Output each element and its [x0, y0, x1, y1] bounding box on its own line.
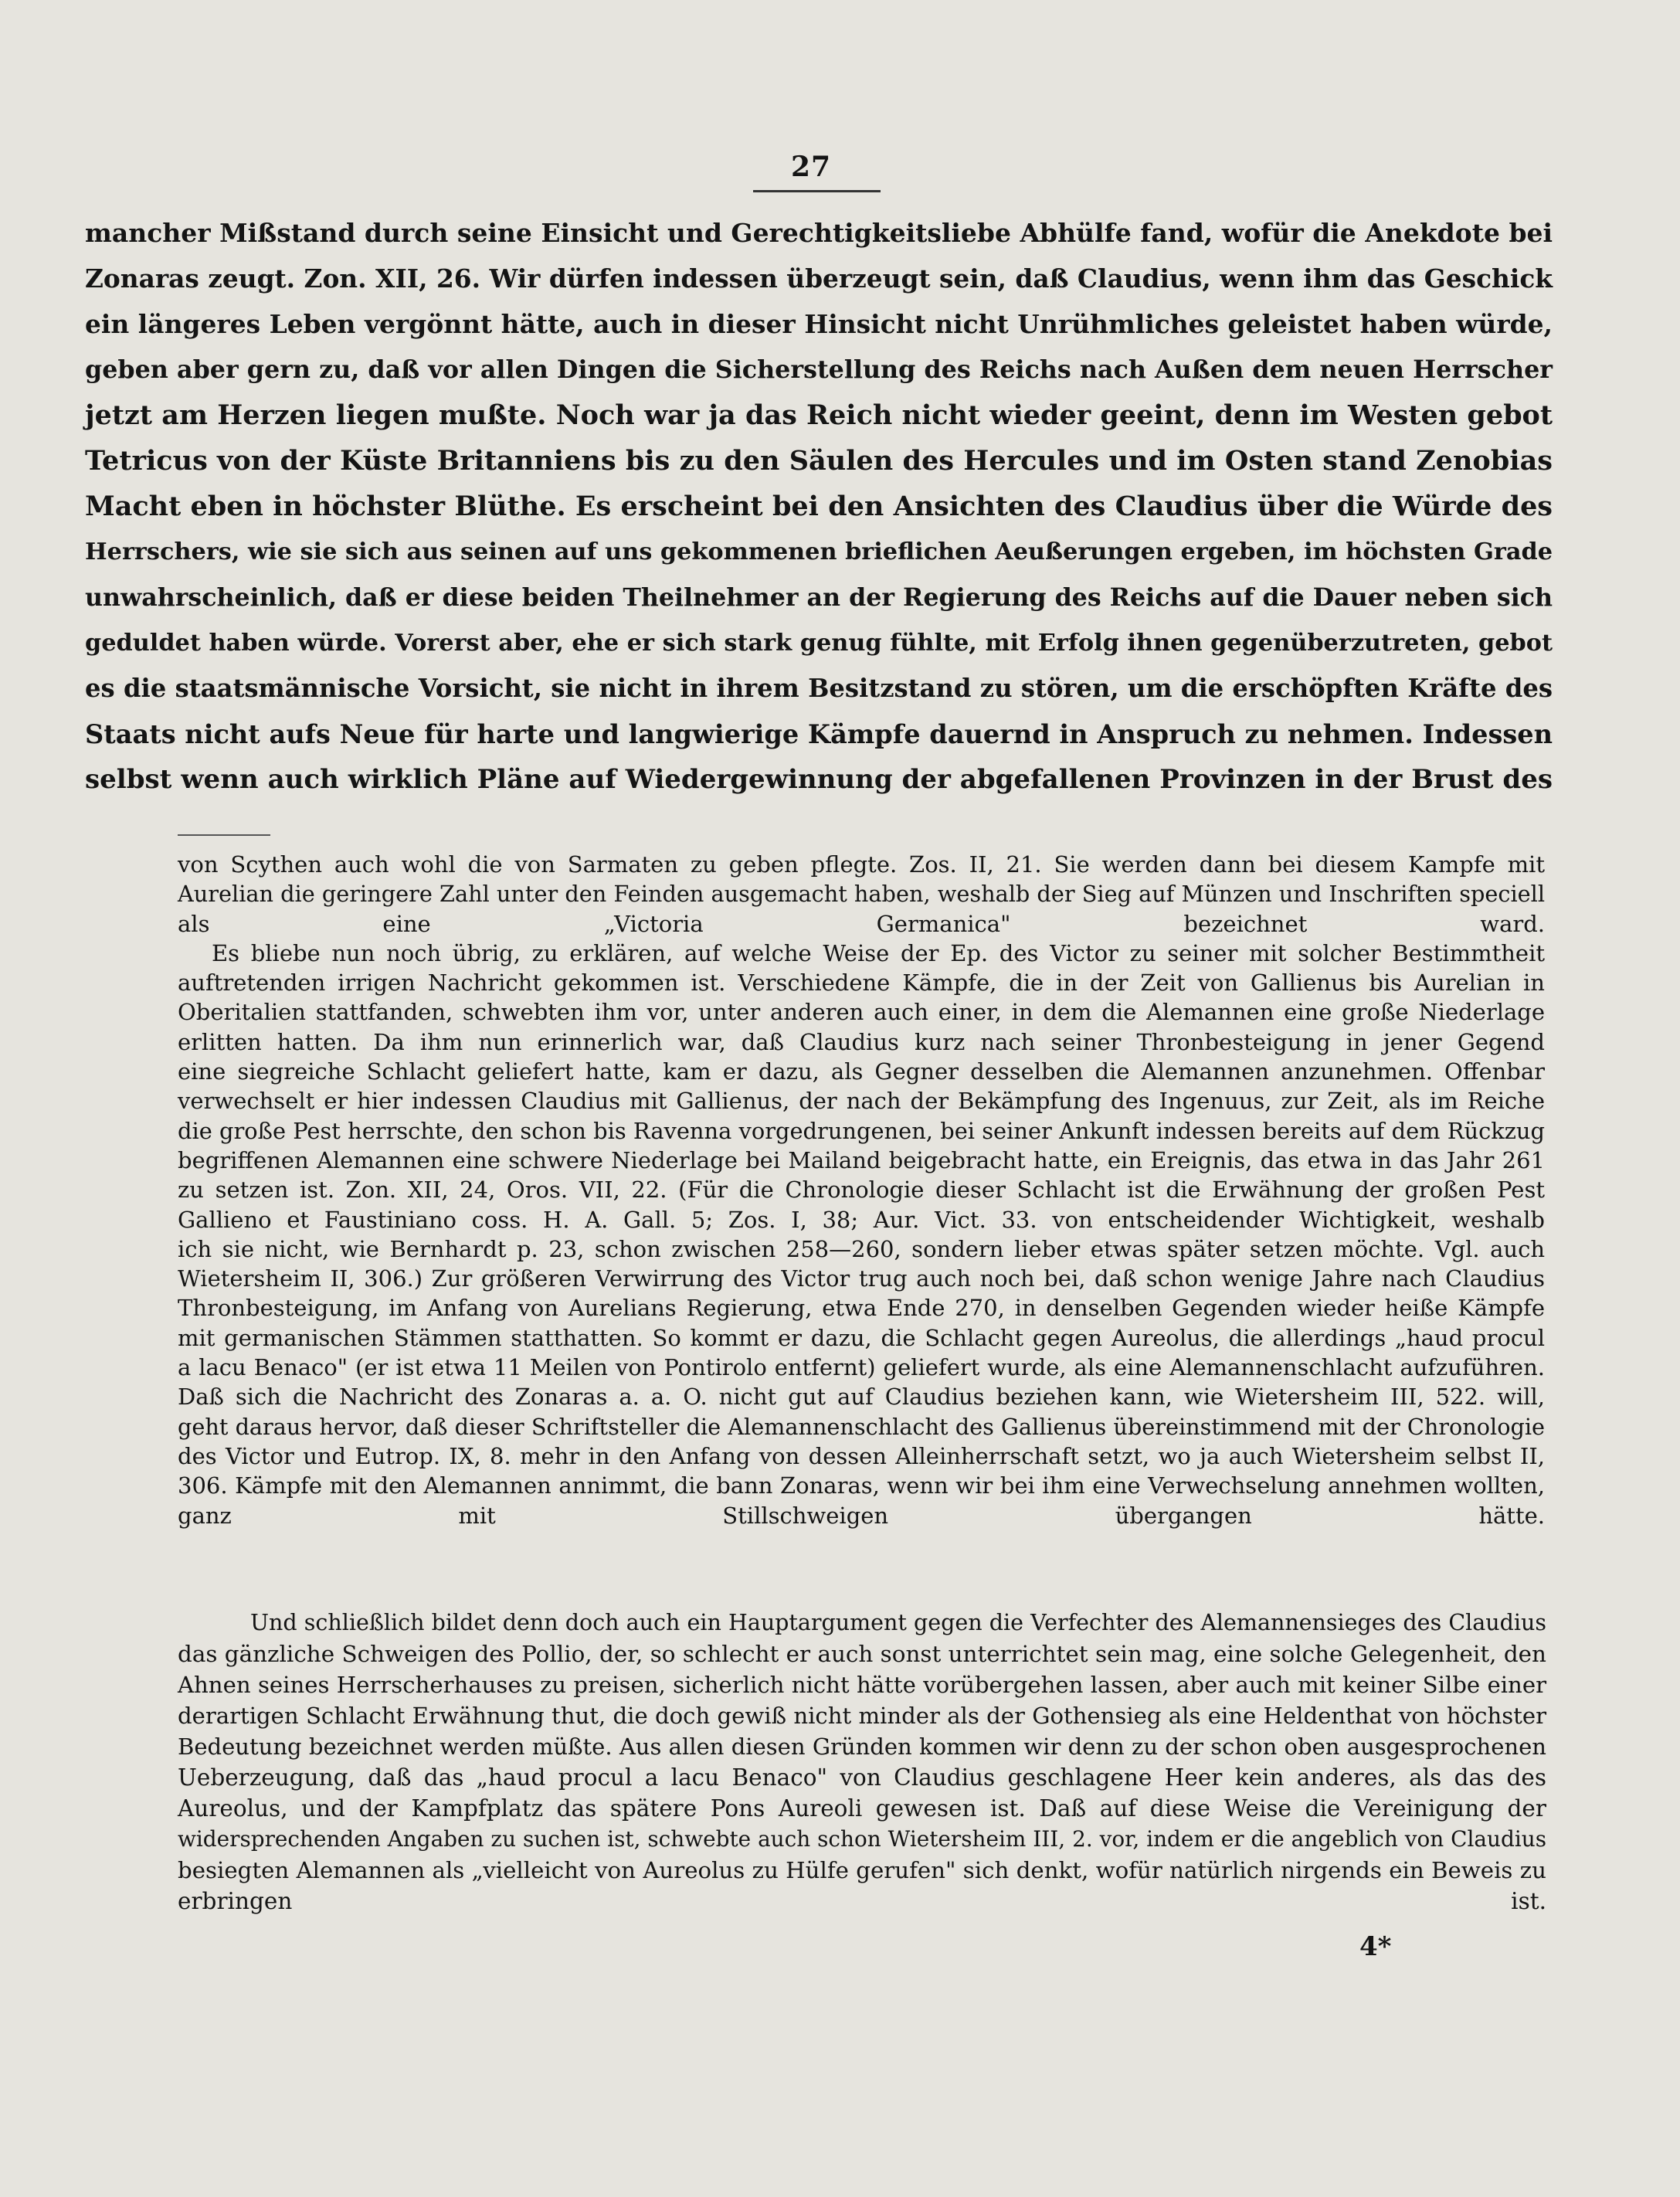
- text-line: Herrschers, wie sie sich aus seinen auf uns gekommenen brieflichen Aeußerungen ergeben, im höchsten Grade: [85, 538, 1553, 565]
- note-line: ganz mit Stillschweigen übergangen hätte.: [178, 1502, 1545, 1529]
- text-line: Zonaras zeugt. Zon. XII, 26. Wir dürfen indessen überzeugt sein, daß Claudius, wenn ihm das Geschick: [85, 263, 1553, 294]
- text-line: selbst wenn auch wirklich Pläne auf Wiedergewinnung der abgefallenen Provinzen in der Brust des: [85, 764, 1553, 795]
- note-line: auftretenden irrigen Nachricht gekommen ist. Verschiedene Kämpfe, die in der Zeit von Gallienus bis Aurelian in: [178, 969, 1545, 997]
- page-number: 27: [791, 151, 832, 183]
- text-line: Ueberzeugung, daß das „haud procul a lacu Benaco" von Claudius geschlagene Heer kein anderes, als das des: [178, 1764, 1546, 1791]
- text-line: besiegten Alemannen als „vielleicht von Aureolus zu Hülfe gerufen" sich denkt, wofür natürlich nirgends ein Beweis zu: [178, 1857, 1546, 1883]
- note-line: 306. Kämpfe mit den Alemannen annimmt, die bann Zonaras, wenn wir bei ihm eine Verwechselung annehmen wollten,: [178, 1472, 1545, 1499]
- note-line: die große Pest herrschte, den schon bis Ravenna vorgedrungenen, bei seiner Ankunft indessen bereits auf dem Rückzug: [178, 1117, 1545, 1144]
- note-line: von Scythen auch wohl die von Sarmaten zu geben pflegte. Zos. II, 21. Sie werden dann bei diesem Kampfe mit: [178, 851, 1545, 878]
- note-line: verwechselt er hier indessen Claudius mit Gallienus, der nach der Bekämpfung des Ingenuus, zur Zeit, als im Reiche: [178, 1088, 1545, 1115]
- note-line: Gallieno et Faustiniano coss. H. A. Gall. 5; Zos. I, 38; Aur. Vict. 33. von entscheidender Wichtigkeit, weshalb: [178, 1206, 1545, 1233]
- note-line: geht daraus hervor, daß dieser Schriftsteller die Alemannenschlacht des Gallienus übereinstimmend mit der Chronologie: [178, 1413, 1545, 1440]
- text-line: derartigen Schlacht Erwähnung thut, die doch gewiß nicht minder als der Gothensieg als eine Heldenthat von höchster: [178, 1703, 1546, 1729]
- text-line: Und schließlich bildet denn doch auch ein Hauptargument gegen die Verfechter des Alemannensieges des Claudius: [250, 1610, 1546, 1635]
- closing-paragraph: [178, 1608, 1546, 1917]
- notes-section: [178, 850, 1545, 1530]
- signature-mark: 4*: [1359, 1931, 1392, 1962]
- text-line: Aureolus, und der Kampfplatz das spätere Pons Aureoli gewesen ist. Daß auf diese Weise die Vereinigung der: [178, 1795, 1546, 1822]
- note-line: Wietersheim II, 306.) Zur größeren Verwirrung des Victor trug auch noch bei, daß schon wenige Jahre nach Claudius: [178, 1265, 1545, 1292]
- note-line: mit germanischen Stämmen statthatten. So kommt er dazu, die Schlacht gegen Aureolus, die allerdings „haud procul: [178, 1324, 1545, 1351]
- note-line: Daß sich die Nachricht des Zonaras a. a. O. nicht gut auf Claudius beziehen kann, wie Wietersheim III, 522. will,: [178, 1384, 1545, 1411]
- text-line: unwahrscheinlich, daß er diese beiden Theilnehmer an der Regierung des Reichs auf die Dauer neben sich: [85, 583, 1553, 612]
- text-line: das gänzliche Schweigen des Pollio, der, so schlecht er auch sonst unterrichtet sein mag, eine solche Gelegenheit, den: [178, 1641, 1546, 1667]
- text-line: Tetricus von der Küste Britanniens bis zu den Säulen des Hercules und im Osten stand Zenobias: [85, 445, 1553, 477]
- note-line: Oberitalien stattfanden, schwebten ihm vor, unter anderen auch einer, in dem die Alemannen eine große Niederlage: [178, 999, 1545, 1026]
- text-line: jetzt am Herzen liegen mußte. Noch war ja das Reich nicht wieder geeint, denn im Westen gebot: [85, 399, 1553, 431]
- note-line: a lacu Benaco" (er ist etwa 11 Meilen von Pontirolo entfernt) geliefert wurde, als eine Alemannenschlacht aufzuführen.: [178, 1354, 1545, 1381]
- note-line: erlitten hatten. Da ihm nun erinnerlich war, daß Claudius kurz nach seiner Thronbesteigung in jener Gegend: [178, 1028, 1545, 1055]
- note-line: ich sie nicht, wie Bernhardt p. 23, schon zwischen 258—260, sondern lieber etwas später setzen möchte. Vgl. auch: [178, 1235, 1545, 1262]
- main-text-paragraph: [85, 210, 1553, 803]
- note-line: Aurelian die geringere Zahl unter den Feinden ausgemacht haben, weshalb der Sieg auf Münzen und Inschriften speciell: [178, 881, 1546, 908]
- note-line: des Victor und Eutrop. IX, 8. mehr in den Anfang von dessen Alleinherrschaft setzt, wo ja auch Wietersheim selbst II,: [178, 1442, 1545, 1469]
- note-line: zu setzen ist. Zon. XII, 24, Oros. VII, 22. (Für die Chronologie dieser Schlacht ist die Erwähnung der großen Pest: [178, 1177, 1545, 1204]
- text-line: mancher Mißstand durch seine Einsicht und Gerechtigkeitsliebe Abhülfe fand, wofür die Anekdote bei: [85, 218, 1553, 248]
- footnote-rule: [178, 834, 270, 836]
- text-line: erbringen ist.: [178, 1888, 1546, 1914]
- note-line: eine siegreiche Schlacht geliefert hatte, kam er dazu, als Gegner desselben die Alemannen anzunehmen. Offenbar: [178, 1058, 1545, 1085]
- text-line: widersprechenden Angaben zu suchen ist, schwebte auch schon Wietersheim III, 2. vor, indem er die angeblich von Claudius: [178, 1826, 1546, 1852]
- note-line: als eine „Victoria Germanica" bezeichnet ward.: [178, 910, 1545, 937]
- text-line: geben aber gern zu, daß vor allen Dingen die Sicherstellung des Reichs nach Außen dem neuen Herrscher: [85, 355, 1553, 384]
- text-line: ein längeres Leben vergönnt hätte, auch in dieser Hinsicht nicht Unrühmliches geleistet haben würde,: [85, 309, 1553, 339]
- text-line: es die staatsmännische Vorsicht, sie nicht in ihrem Besitzstand zu stören, um die erschöpften Kräfte des: [85, 674, 1553, 703]
- text-line: Bedeutung bezeichnet werden müßte. Aus allen diesen Gründen kommen wir denn zu der schon oben ausgesprochenen: [178, 1733, 1546, 1760]
- text-line: Ahnen seines Herrscherhauses zu preisen, sicherlich nicht hätte vorübergehen lassen, aber auch mit keiner Silbe einer: [178, 1672, 1546, 1698]
- text-line: geduldet haben würde. Vorerst aber, ehe er sich stark genug fühlte, mit Erfolg ihnen gegenüberzutreten, gebot: [85, 630, 1553, 657]
- note-line: Thronbesteigung, im Anfang von Aurelians Regierung, etwa Ende 270, in denselben Gegenden wieder heiße Kämpfe: [178, 1295, 1545, 1322]
- text-line: Macht eben in höchster Blüthe. Es erscheint bei den Ansichten des Claudius über die Würde des: [85, 491, 1553, 522]
- note-line: Es bliebe nun noch übrig, zu erklären, auf welche Weise der Ep. des Victor zu seiner mit solcher Bestimmtheit: [212, 939, 1545, 966]
- note-line: begriffenen Alemannen eine schwere Niederlage bei Mailand beigebracht hatte, ein Ereignis, das etwa in das Jahr 261: [178, 1146, 1545, 1173]
- page-number-rule: [753, 190, 881, 192]
- text-line: Staats nicht aufs Neue für harte und langwierige Kämpfe dauernd in Anspruch zu nehmen. Indessen: [85, 718, 1553, 749]
